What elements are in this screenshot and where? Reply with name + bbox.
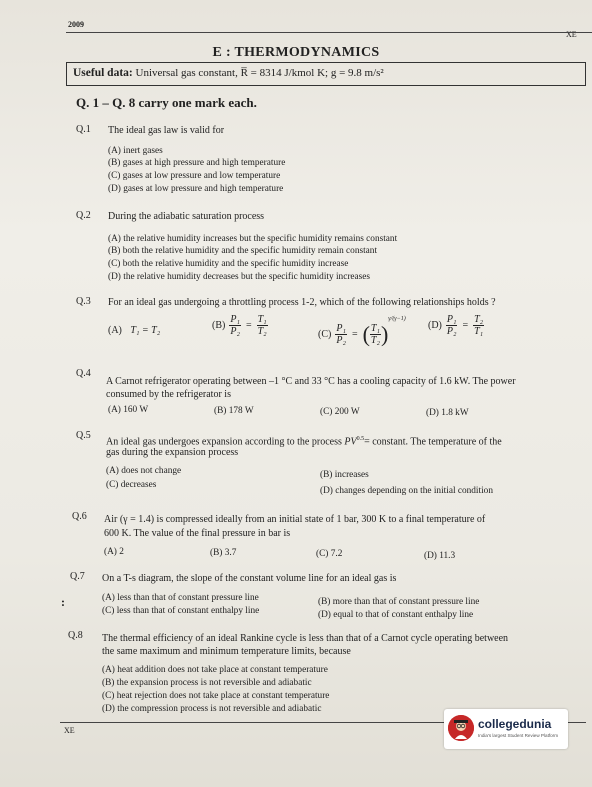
- logo-name: collegedunia: [478, 717, 552, 731]
- fraction: $\frac{\text{T₂}}{\text{T₁}}$: [474, 314, 484, 337]
- logo-badge-icon: [448, 715, 474, 741]
- option: (D) changes depending on the initial condition: [320, 486, 493, 496]
- option-label: (B): [212, 320, 226, 331]
- option: (D) equal to that of constant enthalpy line: [318, 610, 474, 620]
- option-label: (D): [428, 320, 442, 331]
- paper-code-top: XE: [566, 30, 577, 39]
- question-number: Q.2: [76, 210, 91, 221]
- useful-data-box: [66, 62, 586, 86]
- fraction: $\frac{\text{P₁}}{\text{P₂}}$: [446, 314, 457, 337]
- option: (B) gases at high pressure and high temperature: [108, 158, 286, 168]
- logo-tagline: India's largest Student Review Platform: [478, 733, 559, 738]
- option: (D) 11.3: [424, 551, 456, 561]
- option: (D) the compression process is not reversible and adiabatic: [102, 704, 322, 714]
- question-text-line2: consumed by the refrigerator is: [106, 389, 231, 400]
- math-expression: T₁ = T₂: [130, 325, 161, 336]
- question-number: Q.5: [76, 430, 91, 441]
- option: (C) gases at low pressure and low temperature: [108, 171, 281, 181]
- exponent: γ/(γ−1): [388, 316, 406, 322]
- fraction: $\frac{\text{P₁}}{\text{P₂}}$: [230, 314, 240, 337]
- option: (A) less than that of constant pressure line: [102, 593, 259, 603]
- question-number: Q.1: [76, 124, 91, 135]
- header-divider: [66, 32, 592, 33]
- option: (A) heat addition does not take place at constant temperature: [102, 665, 328, 675]
- exam-year: 2009: [68, 20, 84, 29]
- option: (D) the relative humidity decreases but the specific humidity increases: [108, 272, 371, 282]
- question-text: For an ideal gas undergoing a throttling process 1-2, which of the following relationships holds ?: [108, 297, 496, 308]
- question-text-line1: The thermal efficiency of an ideal Rankine cycle is less than that of a Carnot cycle operating between: [102, 633, 509, 644]
- section-title: E : THERMODYNAMICS: [212, 45, 380, 60]
- bullet-mark: :: [61, 595, 65, 609]
- option: (C) less than that of constant enthalpy line: [102, 606, 260, 616]
- question-text-line1: A Carnot refrigerator operating between –1 °C and 33 °C has a cooling capacity of 1.6 kW. The power: [106, 376, 516, 387]
- question-text-line2: the same maximum and minimum temperature limits, because: [102, 646, 351, 657]
- question-number: Q.6: [72, 511, 87, 522]
- option-a: [108, 325, 160, 336]
- option: (D) 1.8 kW: [426, 408, 469, 418]
- question-text-line1: Air (γ = 1.4) is compressed ideally from an initial state of 1 bar, 300 K to a final temperature of: [104, 514, 486, 525]
- option: (A) does not change: [106, 466, 182, 476]
- fraction: $\frac{\text{T₁}}{\text{T₂}}$: [257, 314, 267, 337]
- option: (C) 7.2: [316, 549, 343, 559]
- option: (B) increases: [320, 470, 369, 480]
- option: (B) more than that of constant pressure line: [318, 597, 480, 607]
- option: (A) 2: [104, 547, 124, 557]
- option: (B) 3.7: [210, 548, 237, 558]
- option-d: (D) $\frac{\text{P₁}}{\text{P₂}}$ = $\frac{\text{T₂}}{\text{T₁}}$: [428, 314, 484, 337]
- useful-data-label: Useful data:: [73, 67, 133, 79]
- option: (B) both the relative humidity and the specific humidity remain constant: [108, 246, 378, 256]
- option: (C) 200 W: [320, 407, 360, 417]
- question-number: Q.4: [76, 368, 91, 379]
- question-number: Q.7: [70, 571, 85, 582]
- option: (B) the expansion process is not reversible and adiabatic: [102, 678, 312, 688]
- option: (D) gases at low pressure and high temperature: [108, 184, 284, 194]
- option: (B) 178 W: [214, 406, 254, 416]
- option-label: (C): [318, 328, 332, 340]
- option-c: (C) $\frac{\text{P₁}}{\text{P₂}}$ = ( $\frac{\text{T₁}}{\text{T₂}}$ )$^{\gamma/(\gamma-1)}$: [318, 316, 406, 347]
- question-text: On a T-s diagram, the slope of the constant volume line for an ideal gas is: [102, 573, 397, 584]
- option: (C) both the relative humidity and the specific humidity increase: [108, 259, 349, 269]
- option: (A) 160 W: [108, 405, 149, 415]
- question-number: Q.8: [68, 630, 83, 641]
- option-b: (B) $\frac{\text{P₁}}{\text{P₂}}$ = $\frac{\text{T₁}}{\text{T₂}}$: [212, 314, 267, 337]
- option: (C) decreases: [106, 480, 157, 490]
- fraction: $\frac{\text{T₁}}{\text{T₂}}$: [370, 322, 380, 346]
- question-number: Q.3: [76, 296, 91, 307]
- useful-data-text: Universal gas constant, R̅ = 8314 J/kmol K; g = 9.8 m/s²: [135, 67, 384, 79]
- question-text: During the adiabatic saturation process: [108, 211, 265, 222]
- option: (A) inert gases: [108, 146, 163, 156]
- question-text-line2: gas during the expansion process: [106, 447, 239, 458]
- fraction: $\frac{\text{P₁}}{\text{P₂}}$: [336, 322, 346, 346]
- option-label: (A): [108, 325, 122, 337]
- question-text-line2: 600 K. The value of the final pressure in bar is: [104, 528, 291, 539]
- section-heading: Q. 1 – Q. 8 carry one mark each.: [76, 95, 257, 110]
- option: (A) the relative humidity increases but the specific humidity remains constant: [108, 234, 398, 244]
- collegedunia-logo[interactable]: [444, 709, 568, 749]
- option: (C) heat rejection does not take place at constant temperature: [102, 691, 330, 701]
- question-text: The ideal gas law is valid for: [108, 125, 225, 136]
- paper-code-bottom: XE: [64, 726, 75, 735]
- question-text-line1: An ideal gas undergoes expansion according to the process $PV^{0.5}=$ constant. The temperature of the: [106, 436, 502, 448]
